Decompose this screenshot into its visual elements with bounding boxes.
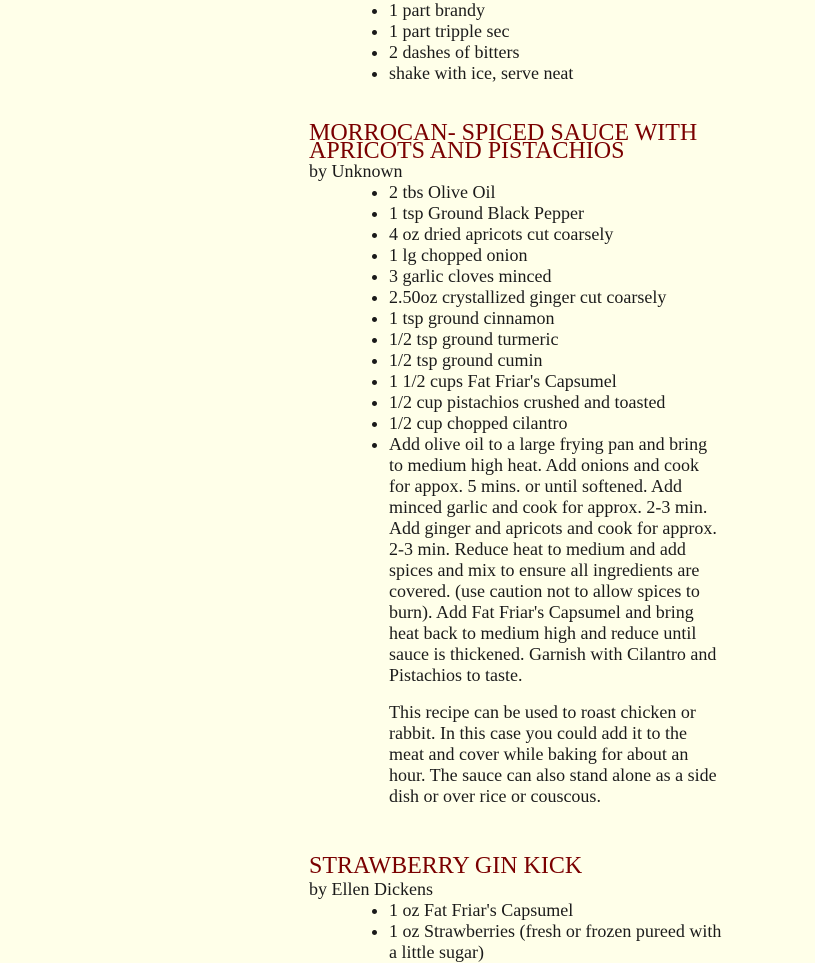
ingredient-item: • 2 dashes of bitters bbox=[389, 42, 723, 63]
ingredient-list bbox=[309, 900, 723, 963]
recipe-strawberry-gin-kick bbox=[309, 847, 723, 963]
section-spacer bbox=[309, 807, 723, 847]
ingredient-item: • 1 oz Strawberries (fresh or frozen pureed with a little sugar) bbox=[389, 921, 723, 963]
ingredient-list bbox=[309, 0, 723, 84]
ingredient-item: • 1/2 cup chopped cilantro bbox=[389, 413, 723, 434]
recipe-title: MORROCAN- SPICED SAUCE WITH APRICOTS AND PISTACHIOS bbox=[309, 120, 698, 164]
ingredient-item: • 1 oz Fat Friar's Capsumel bbox=[389, 900, 723, 921]
ingredient-item: • 2.50oz crystallized ginger cut coarsely bbox=[389, 287, 723, 308]
recipe-title: STRAWBERRY GIN KICK bbox=[309, 853, 583, 879]
instruction-item: • shake with ice, serve neat bbox=[389, 63, 723, 84]
ingredient-item: • 4 oz dried apricots cut coarsely bbox=[389, 224, 723, 245]
ingredient-item: • 3 garlic cloves minced bbox=[389, 266, 723, 287]
ingredient-item: • 1 tsp ground cinnamon bbox=[389, 308, 723, 329]
ingredient-item: • 1 part tripple sec bbox=[389, 21, 723, 42]
section-spacer bbox=[309, 84, 723, 121]
ingredient-item: • 1/2 tsp ground turmeric bbox=[389, 329, 723, 350]
recipe-content bbox=[309, 0, 723, 963]
instructions-text: Add olive oil to a large frying pan and bring to medium high heat. Add onions and cook for appox. 5 mins. or until softened. Add minced garlic and cook for approx. 2-3 min. Add ginger and apricots and cook for approx. 2-3 min. Reduce heat to medium and add spices and mix to ensure all ingredients are covered. (use caution not to allow spices to burn). Add Fat Friar's Capsumel and bring heat back to medium high and reduce until sauce is thickened. Garnish with Cilantro and Pistachios to taste. bbox=[389, 434, 717, 685]
recipe-author: by Unknown bbox=[309, 161, 403, 181]
ingredient-item: • 1 part brandy bbox=[389, 0, 723, 21]
ingredient-item: • 1/2 cup pistachios crushed and toasted bbox=[389, 392, 723, 413]
recipe-note: This recipe can be used to roast chicken or rabbit. In this case you could add it to the meat and cover while baking for about an hour. The sauce can also stand alone as a side dish or over rice or couscous. bbox=[389, 702, 717, 806]
ingredient-item: • 1 1/2 cups Fat Friar's Capsumel bbox=[389, 371, 723, 392]
ingredient-item: • 1 lg chopped onion bbox=[389, 245, 723, 266]
recipe-author: by Ellen Dickens bbox=[309, 879, 433, 899]
ingredient-item: • 2 tbs Olive Oil bbox=[389, 182, 723, 203]
ingredient-item: • 1/2 tsp ground cumin bbox=[389, 350, 723, 371]
ingredient-list bbox=[309, 182, 723, 807]
recipe-brandy-cocktail bbox=[309, 0, 723, 84]
ingredient-item: • 1 tsp Ground Black Pepper bbox=[389, 203, 723, 224]
recipe-morrocan-sauce bbox=[309, 121, 723, 807]
instruction-item bbox=[389, 434, 723, 807]
